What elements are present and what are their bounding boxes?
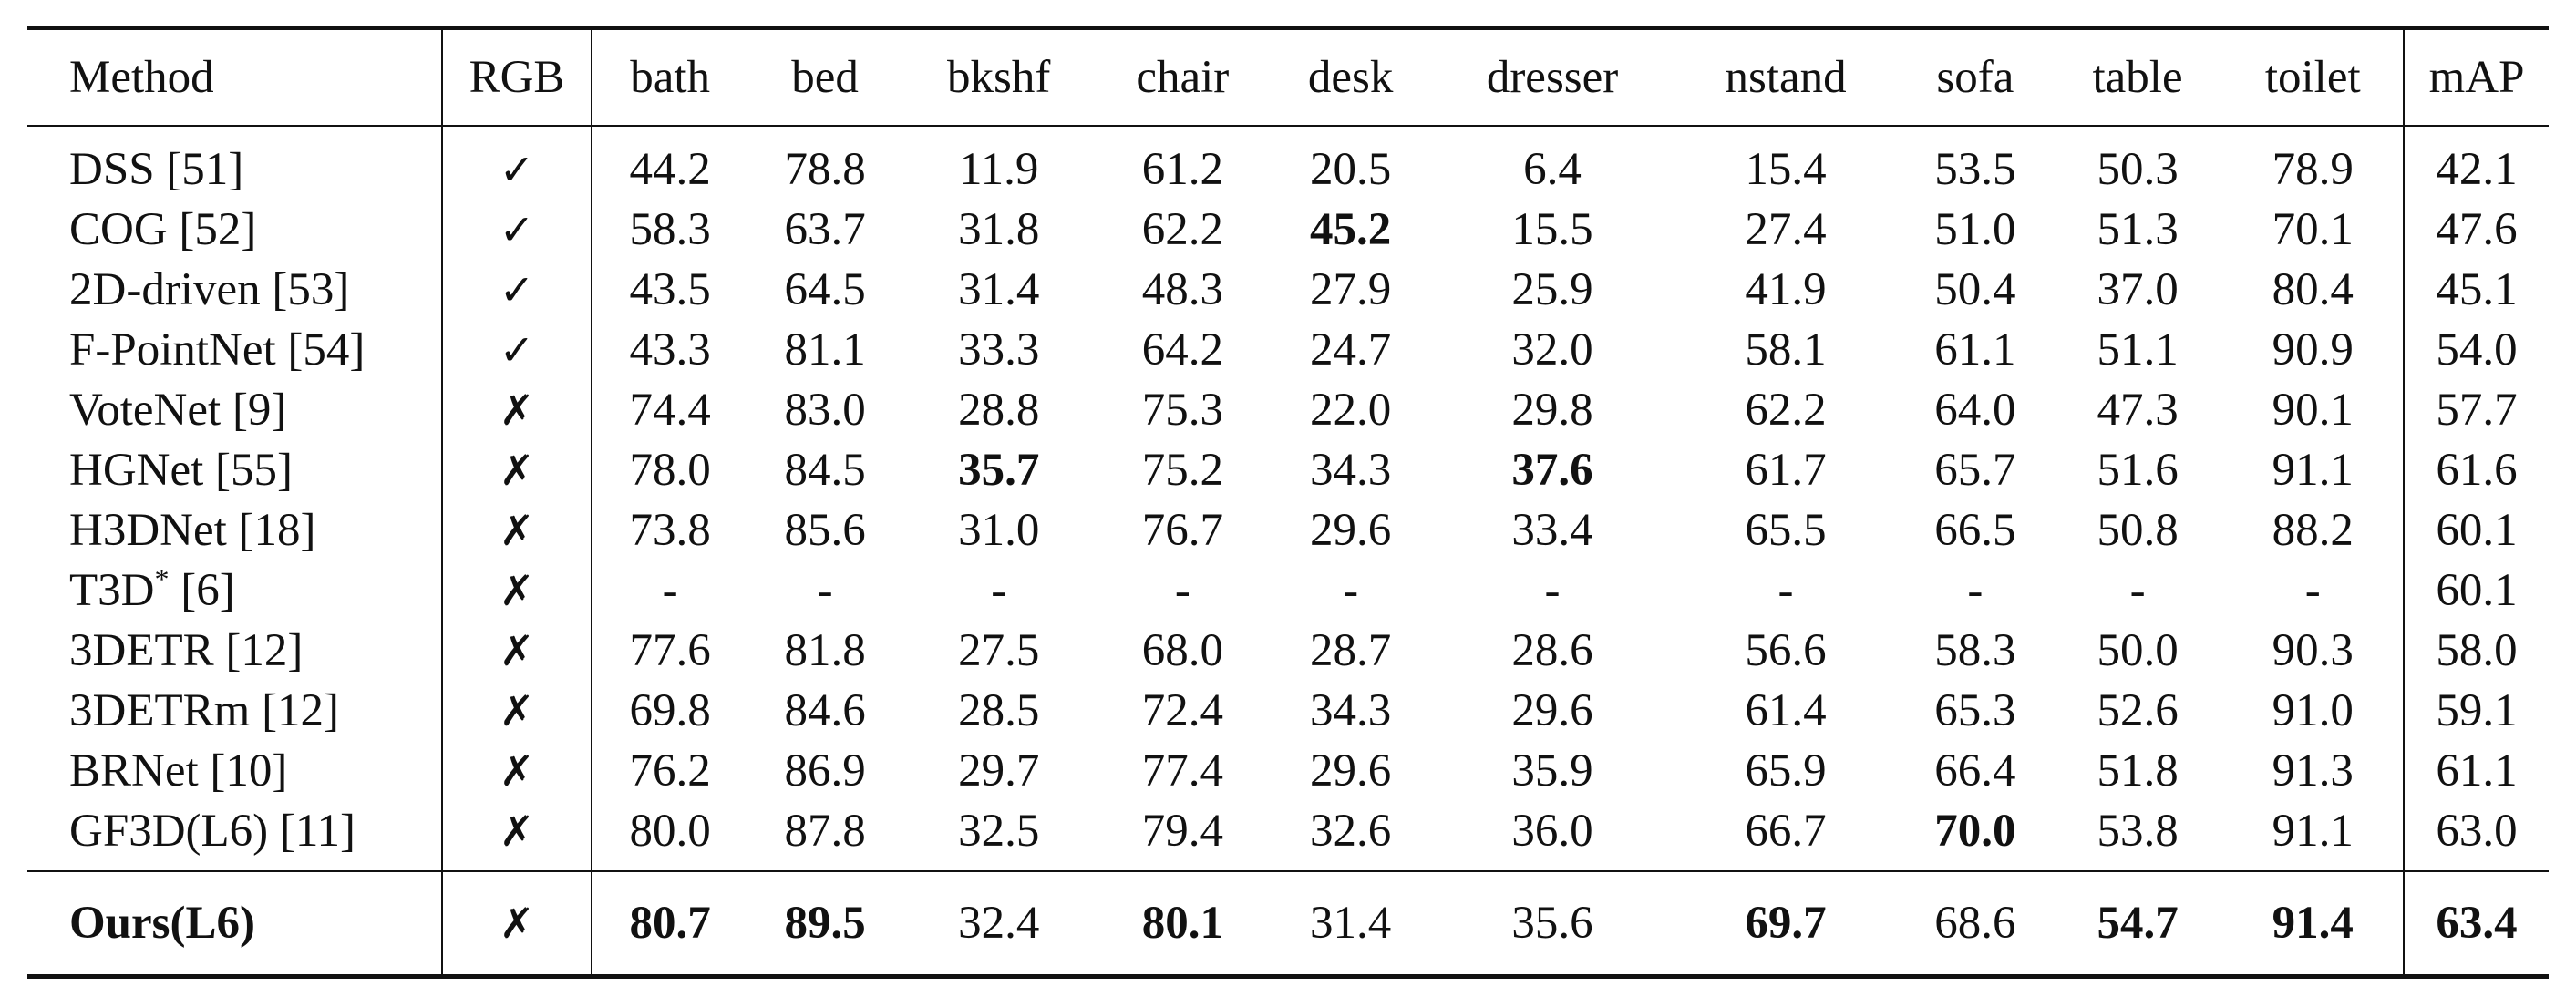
map-cell: 47.6 xyxy=(2404,200,2549,260)
checkmark-icon: ✓ xyxy=(499,145,535,194)
value-cell: 51.0 xyxy=(1934,204,2016,255)
method-cell: H3DNet [18] xyxy=(69,505,316,556)
value-cell: - xyxy=(1967,565,1984,616)
rgb-cell xyxy=(442,200,592,260)
rgb-cell xyxy=(442,681,592,741)
value-cell: 77.6 xyxy=(592,621,747,681)
value-cell: 15.4 xyxy=(1745,144,1827,195)
value-cell: 27.5 xyxy=(958,625,1040,676)
column-header: nstand xyxy=(1725,52,1847,103)
value-cell: 83.0 xyxy=(784,385,866,436)
value-cell: 58.3 xyxy=(1934,625,2016,676)
value-cell: 43.5 xyxy=(592,260,747,320)
value-cell: - xyxy=(1174,565,1190,616)
value-cell: 52.6 xyxy=(2097,685,2179,736)
rgb-cell xyxy=(442,380,592,440)
value-cell: 58.3 xyxy=(592,200,747,260)
value-cell: 70.0 xyxy=(1934,806,2016,857)
results-table xyxy=(27,26,2549,979)
value-cell: 31.8 xyxy=(958,204,1040,255)
value-cell: 84.5 xyxy=(784,445,866,496)
value-cell: 50.4 xyxy=(1934,264,2016,315)
method-cell: DSS [51] xyxy=(69,144,244,195)
value-cell: 65.9 xyxy=(1745,745,1827,797)
table-row xyxy=(27,380,2549,440)
column-header: bkshf xyxy=(947,52,1051,103)
value-cell: - xyxy=(1343,565,1359,616)
value-cell: 84.6 xyxy=(784,685,866,736)
value-cell: 64.2 xyxy=(1141,324,1223,375)
value-cell: 65.7 xyxy=(1934,445,2016,496)
value-cell: 91.1 xyxy=(2272,806,2354,857)
value-cell: 61.1 xyxy=(1934,324,2016,375)
value-cell: 64.5 xyxy=(784,264,866,315)
value-cell: 73.8 xyxy=(592,500,747,560)
value-cell: 50.3 xyxy=(2097,144,2179,195)
value-cell: 87.8 xyxy=(784,806,866,857)
value-cell: 31.0 xyxy=(958,505,1040,556)
value-cell: 91.4 xyxy=(2222,871,2404,977)
column-header: toilet xyxy=(2264,52,2361,103)
map-cell: 59.1 xyxy=(2404,681,2549,741)
value-cell: 62.2 xyxy=(1141,204,1223,255)
value-cell: 34.3 xyxy=(1310,445,1392,496)
value-cell: 34.3 xyxy=(1310,685,1392,736)
rgb-cell xyxy=(442,621,592,681)
value-cell: 68.0 xyxy=(1141,625,1223,676)
value-cell: 86.9 xyxy=(784,745,866,797)
column-header: chair xyxy=(1136,52,1230,103)
checkmark-icon: ✓ xyxy=(499,325,535,375)
value-cell: 50.0 xyxy=(2097,625,2179,676)
value-cell: 29.7 xyxy=(958,745,1040,797)
value-cell: 35.6 xyxy=(1431,871,1674,977)
value-cell: 11.9 xyxy=(959,144,1039,195)
value-cell: - xyxy=(592,560,747,621)
table-row xyxy=(27,681,2549,741)
value-cell: 28.8 xyxy=(958,385,1040,436)
map-cell: 45.1 xyxy=(2404,260,2549,320)
value-cell: 15.5 xyxy=(1511,204,1593,255)
value-cell: 37.0 xyxy=(2097,264,2179,315)
value-cell: 28.6 xyxy=(1511,625,1593,676)
table-row xyxy=(27,741,2549,801)
method-cell: Ours(L6) xyxy=(27,871,442,977)
value-cell: 88.2 xyxy=(2272,505,2354,556)
value-cell: 80.7 xyxy=(592,871,747,977)
value-cell: 25.9 xyxy=(1511,264,1593,315)
value-cell: 69.7 xyxy=(1674,871,1898,977)
column-header: bed xyxy=(791,52,859,103)
table-row xyxy=(27,621,2549,681)
value-cell: 65.5 xyxy=(1745,505,1827,556)
value-cell: 50.8 xyxy=(2097,505,2179,556)
value-cell: 69.8 xyxy=(592,681,747,741)
value-cell: - xyxy=(991,565,1007,616)
value-cell: 91.1 xyxy=(2272,445,2354,496)
table-row xyxy=(27,200,2549,260)
rgb-cell xyxy=(442,320,592,380)
value-cell: 66.5 xyxy=(1934,505,2016,556)
value-cell: 66.7 xyxy=(1745,806,1827,857)
value-cell: 90.3 xyxy=(2272,625,2354,676)
value-cell: 53.8 xyxy=(2097,806,2179,857)
value-cell: 29.6 xyxy=(1511,685,1593,736)
value-cell: 33.4 xyxy=(1511,505,1593,556)
value-cell: 51.3 xyxy=(2097,204,2179,255)
value-cell: 61.4 xyxy=(1745,685,1827,736)
rgb-cell xyxy=(442,741,592,801)
table-row xyxy=(27,500,2549,560)
value-cell: 41.9 xyxy=(1745,264,1827,315)
method-cell: 3DETRm [12] xyxy=(69,685,340,736)
table-row xyxy=(27,260,2549,320)
cross-icon: ✗ xyxy=(499,566,535,615)
value-cell: 81.1 xyxy=(784,324,866,375)
column-header: dresser xyxy=(1486,52,1619,103)
value-cell: 70.1 xyxy=(2272,204,2354,255)
value-cell: 47.3 xyxy=(2097,385,2179,436)
value-cell: 77.4 xyxy=(1141,745,1223,797)
map-cell: 58.0 xyxy=(2404,621,2549,681)
value-cell: 66.4 xyxy=(1934,745,2016,797)
method-cell: F-PointNet [54] xyxy=(69,324,366,375)
value-cell: 65.3 xyxy=(1934,685,2016,736)
column-header: table xyxy=(2092,52,2183,103)
value-cell: 37.6 xyxy=(1511,445,1593,496)
value-cell: 27.4 xyxy=(1745,204,1827,255)
value-cell: - xyxy=(2129,565,2146,616)
value-cell: 45.2 xyxy=(1310,204,1392,255)
value-cell: 72.4 xyxy=(1141,685,1223,736)
value-cell: - xyxy=(1544,565,1561,616)
value-cell: 27.9 xyxy=(1310,264,1392,315)
value-cell: 6.4 xyxy=(1523,144,1582,195)
rgb-cell xyxy=(442,560,592,621)
value-cell: 68.6 xyxy=(1898,871,2053,977)
value-cell: - xyxy=(817,565,833,616)
map-cell: 63.0 xyxy=(2404,801,2549,871)
map-cell: 63.4 xyxy=(2404,871,2549,977)
value-cell: 81.8 xyxy=(784,625,866,676)
value-cell: 78.9 xyxy=(2272,144,2354,195)
value-cell: 32.6 xyxy=(1310,806,1392,857)
map-cell: 57.7 xyxy=(2404,380,2549,440)
rgb-cell xyxy=(442,801,592,871)
value-cell: 51.8 xyxy=(2097,745,2179,797)
checkmark-icon: ✓ xyxy=(499,265,535,314)
map-cell: 61.1 xyxy=(2404,741,2549,801)
cross-icon: ✗ xyxy=(499,446,535,495)
value-cell: 62.2 xyxy=(1745,385,1827,436)
value-cell: 51.1 xyxy=(2097,324,2179,375)
value-cell: 91.3 xyxy=(2272,745,2354,797)
value-cell: 32.4 xyxy=(902,871,1096,977)
rgb-cell xyxy=(442,440,592,500)
method-cell: 3DETR [12] xyxy=(69,625,304,676)
value-cell: 75.3 xyxy=(1141,385,1223,436)
cross-icon: ✗ xyxy=(499,746,535,796)
value-cell: 33.3 xyxy=(958,324,1040,375)
value-cell: - xyxy=(1777,565,1794,616)
header-row xyxy=(27,28,2549,127)
value-cell: 58.1 xyxy=(1745,324,1827,375)
value-cell: 85.6 xyxy=(784,505,866,556)
value-cell: 51.6 xyxy=(2097,445,2179,496)
table-body xyxy=(27,126,2549,977)
value-cell: 75.2 xyxy=(1141,445,1223,496)
value-cell: 74.4 xyxy=(592,380,747,440)
cross-icon: ✗ xyxy=(499,807,535,856)
map-cell: 60.1 xyxy=(2404,560,2549,621)
method-cell: GF3D(L6) [11] xyxy=(69,806,355,857)
cross-icon: ✗ xyxy=(499,626,535,675)
table-row xyxy=(27,126,2549,200)
rgb-cell xyxy=(442,500,592,560)
value-cell: 61.7 xyxy=(1745,445,1827,496)
value-cell: 61.2 xyxy=(1141,144,1223,195)
rgb-cell xyxy=(442,126,592,200)
value-cell: 28.5 xyxy=(958,685,1040,736)
value-cell: 43.3 xyxy=(592,320,747,380)
value-cell: 80.1 xyxy=(1095,871,1270,977)
value-cell: 79.4 xyxy=(1141,806,1223,857)
value-cell: 29.6 xyxy=(1310,745,1392,797)
rgb-cell xyxy=(442,260,592,320)
value-cell: 31.4 xyxy=(958,264,1040,315)
value-cell: 53.5 xyxy=(1934,144,2016,195)
column-header: desk xyxy=(1307,52,1394,103)
value-cell: 64.0 xyxy=(1934,385,2016,436)
value-cell: 63.7 xyxy=(784,204,866,255)
value-cell: 31.4 xyxy=(1270,871,1431,977)
cross-icon: ✗ xyxy=(499,385,535,435)
cross-icon: ✗ xyxy=(499,506,535,555)
method-cell: VoteNet [9] xyxy=(69,385,287,436)
column-header: RGB xyxy=(442,28,592,127)
value-cell: 29.8 xyxy=(1511,385,1593,436)
value-cell: 80.4 xyxy=(2272,264,2354,315)
column-header: bath xyxy=(592,28,747,127)
map-cell: 42.1 xyxy=(2404,126,2549,200)
method-cell: COG [52] xyxy=(69,204,257,255)
map-cell: 60.1 xyxy=(2404,500,2549,560)
value-cell: 56.6 xyxy=(1745,625,1827,676)
value-cell: - xyxy=(2304,565,2321,616)
table-row xyxy=(27,560,2549,621)
cross-icon: ✗ xyxy=(499,899,535,948)
column-header: Method xyxy=(69,52,214,103)
value-cell: 78.0 xyxy=(592,440,747,500)
rgb-cell xyxy=(442,871,592,977)
value-cell: 20.5 xyxy=(1310,144,1392,195)
map-cell: 54.0 xyxy=(2404,320,2549,380)
table-row xyxy=(27,320,2549,380)
value-cell: 32.5 xyxy=(958,806,1040,857)
value-cell: 89.5 xyxy=(747,871,902,977)
value-cell: 32.0 xyxy=(1511,324,1593,375)
value-cell: 90.9 xyxy=(2272,324,2354,375)
value-cell: 78.8 xyxy=(784,144,866,195)
method-cell: T3D* [6] xyxy=(69,562,235,616)
value-cell: 44.2 xyxy=(592,126,747,200)
value-cell: 90.1 xyxy=(2272,385,2354,436)
cross-icon: ✗ xyxy=(499,686,535,735)
value-cell: 80.0 xyxy=(592,801,747,871)
value-cell: 29.6 xyxy=(1310,505,1392,556)
value-cell: 22.0 xyxy=(1310,385,1392,436)
value-cell: 35.9 xyxy=(1511,745,1593,797)
value-cell: 35.7 xyxy=(958,445,1040,496)
table-row xyxy=(27,801,2549,871)
value-cell: 48.3 xyxy=(1141,264,1223,315)
table-row xyxy=(27,440,2549,500)
value-cell: 76.2 xyxy=(592,741,747,801)
value-cell: 24.7 xyxy=(1310,324,1392,375)
ours-row xyxy=(27,871,2549,977)
value-cell: 36.0 xyxy=(1511,806,1593,857)
method-cell: 2D-driven [53] xyxy=(69,264,350,315)
method-cell: BRNet [10] xyxy=(69,745,288,797)
value-cell: 76.7 xyxy=(1141,505,1223,556)
column-header: mAP xyxy=(2404,28,2549,127)
map-cell: 61.6 xyxy=(2404,440,2549,500)
column-header: sofa xyxy=(1936,52,2014,103)
method-cell: HGNet [55] xyxy=(69,445,294,496)
checkmark-icon: ✓ xyxy=(499,205,535,254)
value-cell: 91.0 xyxy=(2272,685,2354,736)
value-cell: 28.7 xyxy=(1310,625,1392,676)
value-cell: 54.7 xyxy=(2053,871,2223,977)
